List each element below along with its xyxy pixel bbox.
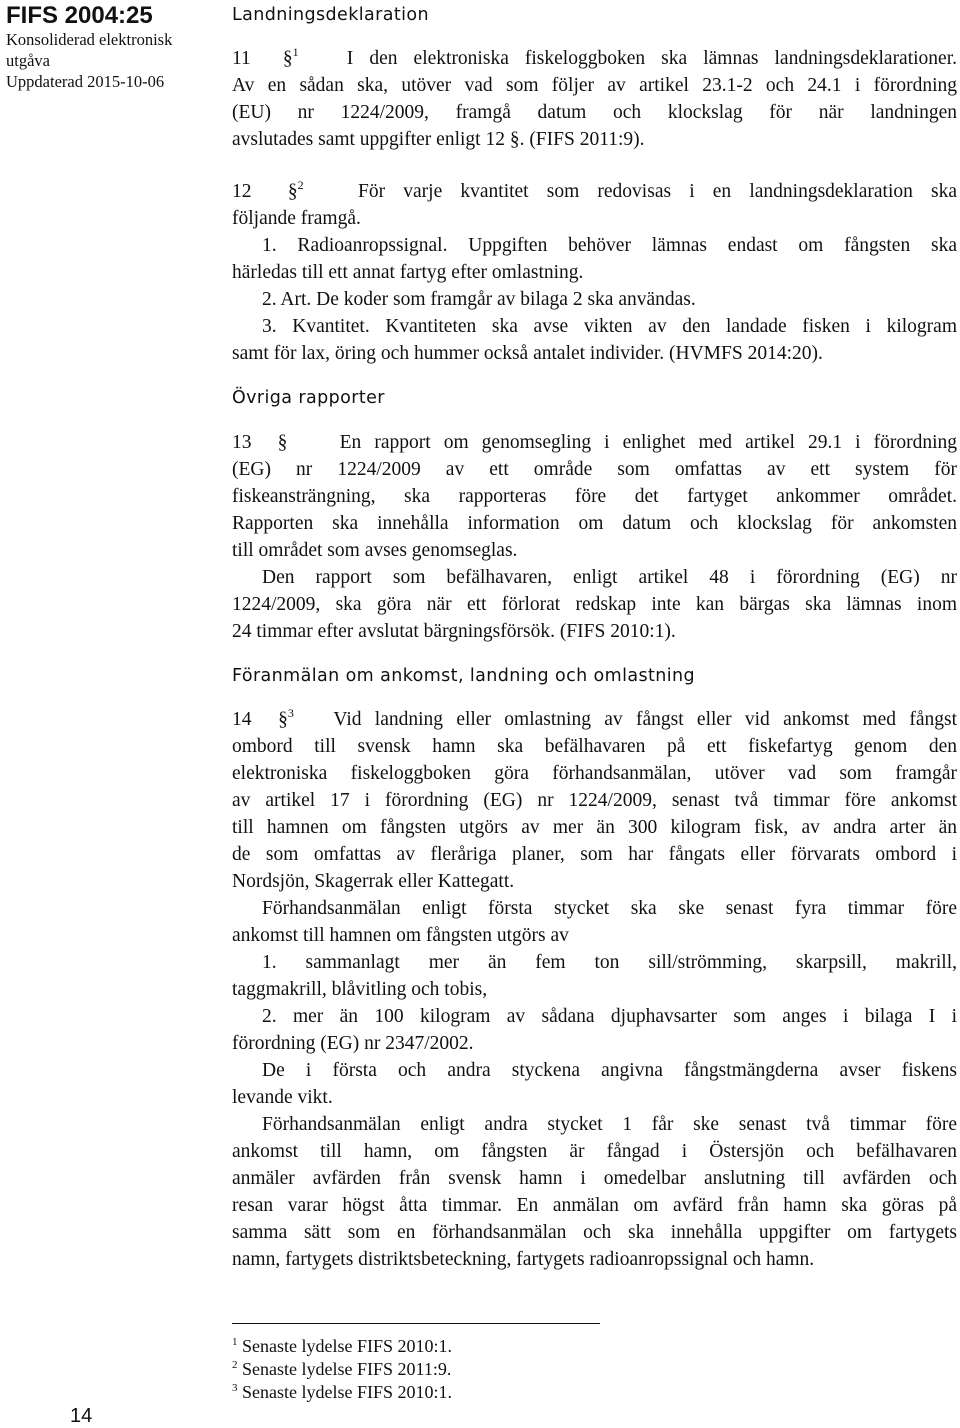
paragraph-line: Den rapport som befälhavaren, enligt artikel 48 i förordning (EG) nr — [262, 567, 957, 588]
footnote-divider — [232, 1323, 600, 1324]
footnote — [232, 1359, 451, 1380]
list-item: 3. Kvantitet. Kvantiteten ska avse vikten av den landade fisken i kilogram — [262, 316, 957, 337]
footnote-ref-2: 2 — [297, 178, 304, 192]
edition-label: utgåva — [6, 51, 50, 70]
section-14-number: 14 — [232, 709, 252, 730]
footnote-text: Senaste lydelse FIFS 2010:1. — [242, 1336, 452, 1356]
regulation-title: FIFS 2004:25 — [6, 2, 153, 29]
heading-ovriga-rapporter: Övriga rapporter — [232, 388, 385, 408]
paragraph-line: ankomst till hamnen om fångsten utgörs av — [232, 925, 569, 946]
paragraph-line: härledas till ett annat fartyg efter omlastning. — [232, 262, 584, 283]
paragraph-line: av artikel 17 i förordning (EG) nr 1224/2009, senast två timmar före ankomst — [232, 790, 957, 811]
paragraph-line: Nordsjön, Skagerrak eller Kattegatt. — [232, 871, 515, 892]
paragraph-line: (EG) nr 1224/2009 av ett område som omfattas av ett system för — [232, 459, 957, 480]
section-13-number: 13 — [232, 432, 252, 453]
paragraph-line: till hamnen om fångsten utgörs av mer än 300 kilogram fisk, av andra arter än — [232, 817, 957, 838]
paragraph-line: samma sätt som en förhandsanmälan och ska innehålla uppgifter om fartygets — [232, 1222, 957, 1243]
footnote — [232, 1336, 452, 1357]
paragraph-line: samt för lax, öring och hummer också antalet individer. (HVMFS 2014:20). — [232, 343, 823, 364]
paragraph-line — [232, 429, 957, 456]
paragraph-line: (EU) nr 1224/2009, framgå datum och klockslag för när landningen — [232, 102, 957, 123]
paragraph-line: följande framgå. — [232, 208, 361, 229]
list-item: 2. Art. De koder som framgår av bilaga 2 ska användas. — [262, 289, 696, 310]
updated-date: Uppdaterad 2015-10-06 — [6, 72, 165, 91]
paragraph-line: fiskeansträngning, ska rapporteras före det fartyget ankommer området. — [232, 486, 957, 507]
paragraph-line — [232, 45, 957, 72]
paragraph-line: taggmakrill, blåvitling och tobis, — [232, 979, 488, 1000]
footnote-ref-3: 3 — [287, 706, 294, 720]
section-12-text: För varje kvantitet som redovisas i en landningsdeklaration ska — [358, 181, 958, 202]
list-item: 1. sammanlagt mer än fem ton sill/strömming, skarpsill, makrill, — [262, 952, 957, 973]
paragraph-line: 24 timmar efter avslutat bärgningsförsök. (FIFS 2010:1). — [232, 621, 676, 642]
paragraph-line: levande vikt. — [232, 1087, 333, 1108]
section-symbol: § — [278, 709, 288, 730]
paragraph-line — [232, 178, 957, 205]
paragraph-line: elektroniska fiskeloggboken göra förhandsanmälan, utöver vad som framgår — [232, 763, 957, 784]
paragraph-line: Förhandsanmälan enligt andra stycket 1 får ske senast två timmar före — [262, 1114, 957, 1135]
footnote-text: Senaste lydelse FIFS 2011:9. — [242, 1359, 452, 1379]
paragraph-line: resan varar högst åtta timmar. En anmälan om avfärd från hamn ska göras på — [232, 1195, 957, 1216]
paragraph-line: ankomst till hamn, om fångsten är fångad i Östersjön och befälhavaren — [232, 1141, 957, 1162]
paragraph-line: 1224/2009, ska göra när ett förlorat redskap inte kan bärgas ska lämnas inom — [232, 594, 957, 615]
section-14-text: Vid landning eller omlastning av fångst eller vid ankomst med fångst — [333, 709, 958, 730]
section-symbol: § — [287, 181, 298, 202]
footnote-number: 1 — [232, 1336, 238, 1348]
heading-foranmalan: Föranmälan om ankomst, landning och omlastning — [232, 666, 696, 686]
paragraph-line: ombord till svensk hamn ska befälhavaren på ett fiskefartyg genom den — [232, 736, 957, 757]
page-number: 14 — [70, 1405, 93, 1427]
paragraph-line: Förhandsanmälan enligt första stycket ska ske senast fyra timmar före — [262, 898, 957, 919]
section-12-number: 12 — [232, 181, 252, 202]
footnote-number: 2 — [232, 1359, 238, 1371]
section-11-number: 11 — [232, 48, 251, 69]
section-symbol: § — [277, 432, 288, 453]
list-item: 2. mer än 100 kilogram av sådana djuphavsarter som anges i bilaga I i — [262, 1006, 957, 1027]
paragraph-line: förordning (EG) nr 2347/2002. — [232, 1033, 474, 1054]
paragraph-line: De i första och andra styckena angivna fångstmängderna avser fiskens — [262, 1060, 957, 1081]
paragraph-line — [232, 706, 957, 733]
paragraph-line: Av en sådan ska, utöver vad som följer av artikel 23.1-2 och 24.1 i förordning — [232, 75, 957, 96]
consolidated-label: Konsoliderad elektronisk — [6, 30, 173, 49]
paragraph-line: Rapporten ska innehålla information om datum och klockslag för ankomsten — [232, 513, 957, 534]
paragraph-line: avslutades samt uppgifter enligt 12 §. (FIFS 2011:9). — [232, 129, 645, 150]
footnote-text: Senaste lydelse FIFS 2010:1. — [242, 1382, 452, 1402]
paragraph-line: de som omfattas av fleråriga planer, som har fångats eller förvarats ombord i — [232, 844, 957, 865]
list-item: 1. Radioanropssignal. Uppgiften behöver lämnas endast om fångsten ska — [262, 235, 957, 256]
section-11-text: I den elektroniska fiskeloggboken ska lämnas landningsdeklarationer. — [346, 48, 957, 69]
heading-landningsdeklaration: Landningsdeklaration — [232, 5, 429, 25]
section-13-text: En rapport om genomsegling i enlighet med artikel 29.1 i förordning — [339, 432, 958, 453]
section-symbol: § — [282, 48, 293, 69]
paragraph-line: till området som avses genomseglas. — [232, 540, 518, 561]
footnote — [232, 1382, 452, 1403]
footnote-number: 3 — [232, 1382, 238, 1394]
paragraph-line: namn, fartygets distriktsbeteckning, fartygets radioanropssignal och hamn. — [232, 1249, 815, 1270]
paragraph-line: anmäler avfärden från svensk hamn i omedelbar anslutning till avfärden och — [232, 1168, 957, 1189]
footnote-ref-1: 1 — [292, 45, 299, 59]
